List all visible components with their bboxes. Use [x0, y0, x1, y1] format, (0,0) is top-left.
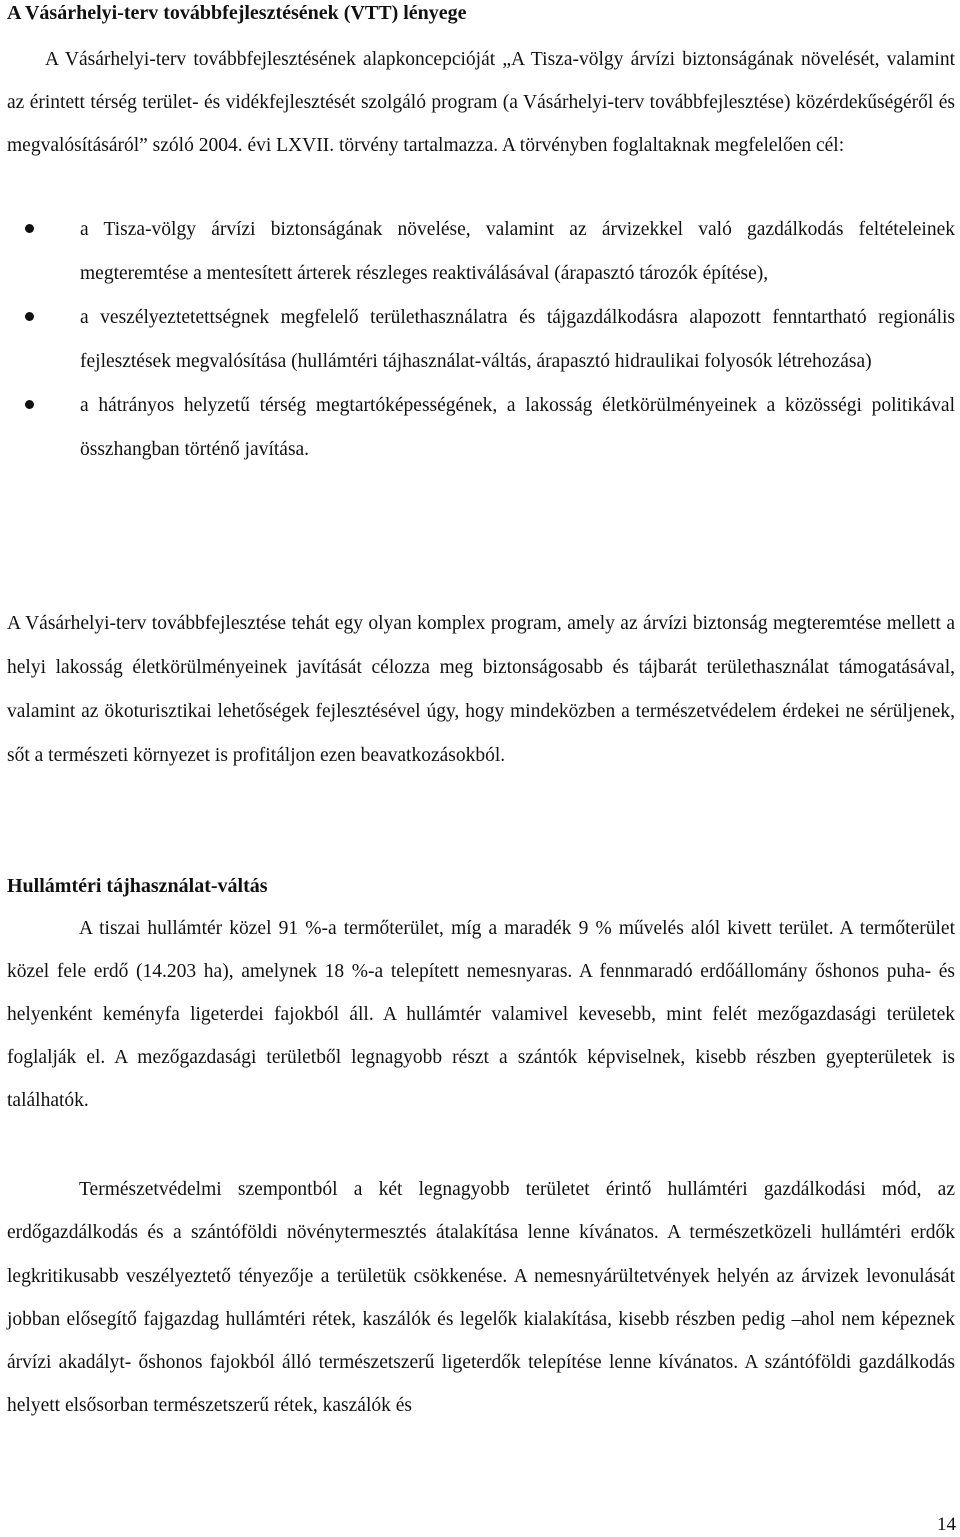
list-item-text: a hátrányos helyzetű térség megtartóképességének, a lakosság életkörülményeinek a közösségi politikával összhangban történő javítása. [80, 395, 955, 460]
document-title: A Vásárhelyi-terv továbbfejlesztésének (VTT) lényege [7, 2, 467, 24]
list-item [7, 296, 955, 384]
bullet-icon [25, 400, 34, 409]
page-number: 14 [937, 1514, 956, 1535]
list-item-text: a Tisza-völgy árvízi biztonságának növelése, valamint az árvizekkel való gazdálkodás feltételeinek megteremtése a mentesített árterek részleges reaktiválásával (árapasztó tározók építése), [80, 219, 955, 284]
list-item [7, 208, 955, 296]
conservation-paragraph: Természetvédelmi szempontból a két legnagyobb területet érintő hullámtéri gazdálkodási mód, az erdőgazdálkodás és a szántóföldi növénytermesztés átalakítása lenne kívánatos. A természetközeli hullámtéri erdők legkritikusabb veszélyeztető tényezője a területük csökkenése. A nemesnyárültetvények helyén az árvizek levonulását jobban elősegítő fajgazdag hullámtéri rétek, kaszálók és legelők kialakítása, kisebb részben pedig –ahol nem képeznek árvízi akadályt- őshonos fajokból álló természetszerű ligeterdők telepítése lenne kívánatos. A szántóföldi gazdálkodás helyett elsősorban természetszerű rétek, kaszálók és [7, 1179, 955, 1417]
bullet-icon [25, 312, 34, 321]
section-heading: Hullámtéri tájhasználat-váltás [7, 875, 268, 897]
intro-paragraph: A Vásárhelyi-terv továbbfejlesztésének alapkoncepcióját „A Tisza-völgy árvízi biztonságának növelését, valamint az érintett térség terület- és vidékfejlesztését szolgáló program (a Vásárhelyi-terv továbbfejlesztése) közérdekűségéről és megvalósításáról” szóló 2004. évi LXVII. törvény tartalmazza. A törvényben foglaltaknak megfelelően cél: [7, 49, 955, 156]
goals-list [7, 208, 955, 472]
list-item-text: a veszélyeztetettségnek megfelelő területhasználatra és tájgazdálkodásra alapozott fenntartható regionális fejlesztések megvalósítása (hullámtéri tájhasználat-váltás, árapasztó hidraulikai folyosók létrehozása) [80, 307, 955, 372]
program-summary-paragraph: A Vásárhelyi-terv továbbfejlesztése tehát egy olyan komplex program, amely az árvízi biztonság megteremtése mellett a helyi lakosság életkörülményeinek javítását célozza meg biztonságosabb és tájbarát területhasználat támogatásával, valamint az ökoturisztikai lehetőségek fejlesztésével úgy, hogy mindeközben a természetvédelem érdekei ne sérüljenek, sőt a természeti környezet is profitáljon ezen beavatkozásokból. [7, 613, 955, 766]
floodplain-paragraph: A tiszai hullámtér közel 91 %-a termőterület, míg a maradék 9 % művelés alól kivett terület. A termőterület közel fele erdő (14.203 ha), amelynek 18 %-a telepített nemesnyaras. A fennmaradó erdőállomány őshonos puha- és helyenként keményfa ligeterdei fajokból áll. A hullámtér valamivel kevesebb, mint felét mezőgazdasági területek foglalják el. A mezőgazdasági területből legnagyobb részt a szántók képviselnek, kisebb részben gyepterületek is találhatók. [7, 918, 955, 1111]
bullet-icon [25, 224, 34, 233]
list-item [7, 384, 955, 472]
